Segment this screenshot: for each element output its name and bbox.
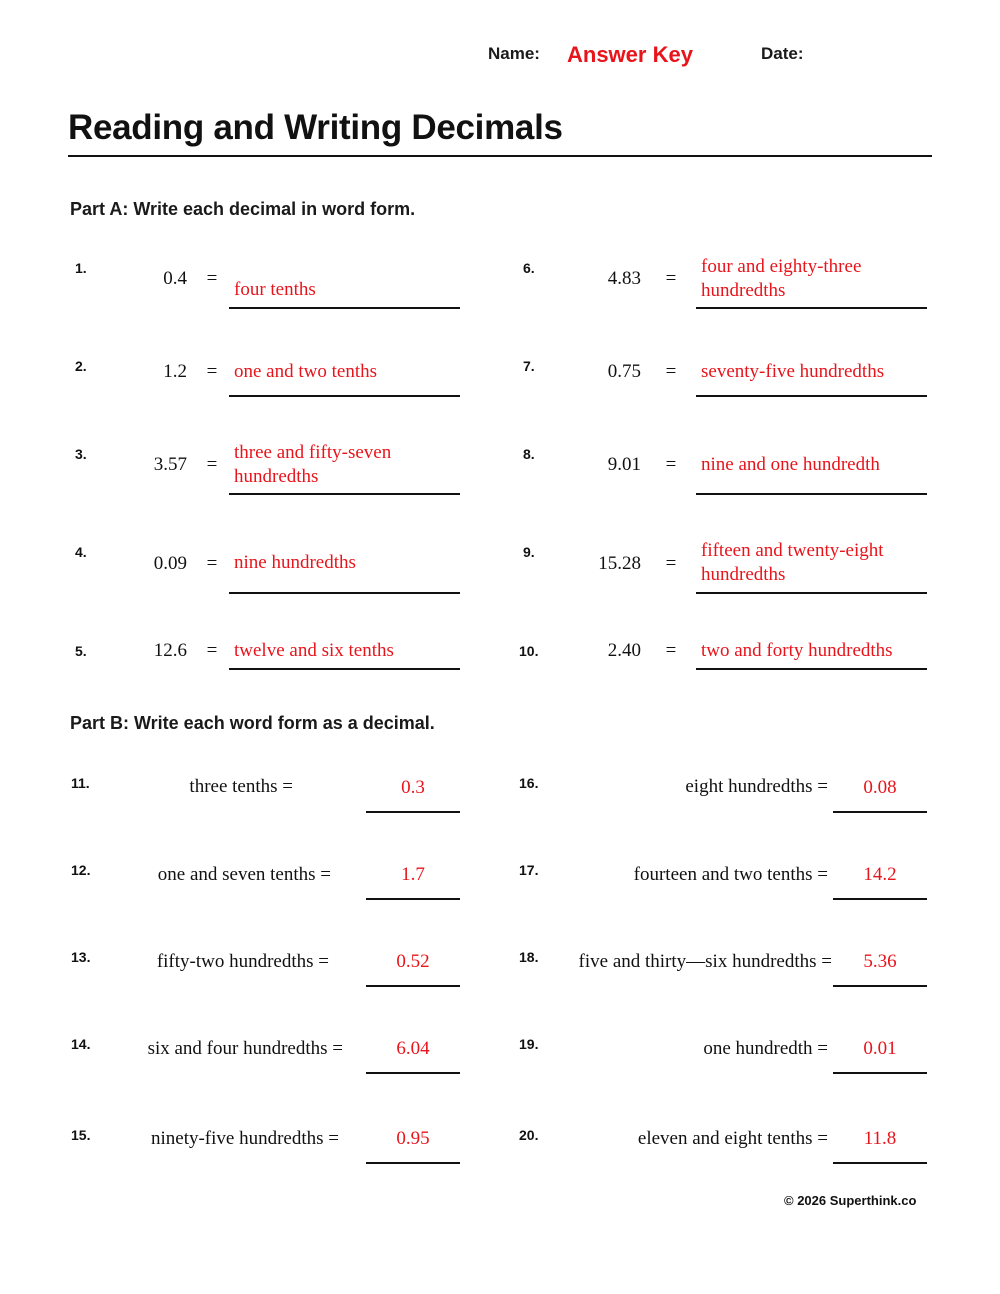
decimal-value: 0.75 xyxy=(607,361,641,382)
decimal-answer: 0.3 xyxy=(401,777,425,798)
decimal-value: 1.2 xyxy=(163,361,187,382)
date-label: Date: xyxy=(761,44,804,63)
item-number: 20. xyxy=(519,1127,539,1143)
answer-line: hundredths xyxy=(701,564,786,585)
answer-blank xyxy=(833,811,927,813)
word-form-prompt: three tenths = xyxy=(189,776,293,797)
answer-line: three and fifty-seven xyxy=(234,442,392,463)
word-form-prompt: one hundredth = xyxy=(703,1038,828,1059)
decimal-value: 3.57 xyxy=(153,454,187,475)
answer-blank xyxy=(229,307,460,309)
answer-blank xyxy=(833,1162,927,1164)
decimal-value: 2.40 xyxy=(607,640,641,661)
answer-blank xyxy=(229,592,460,594)
answer-line: nine hundredths xyxy=(234,552,356,573)
word-form-prompt: eleven and eight tenths = xyxy=(637,1128,828,1149)
title-divider xyxy=(68,155,932,157)
answer-blank xyxy=(833,1072,927,1074)
equals-sign: = xyxy=(665,640,677,661)
decimal-answer: 6.04 xyxy=(396,1038,430,1059)
decimal-answer: 1.7 xyxy=(401,864,425,885)
decimal-answer: 5.36 xyxy=(863,951,897,972)
answer-blank xyxy=(229,668,460,670)
equals-sign: = xyxy=(665,553,677,574)
answer-line: hundredths xyxy=(234,466,319,487)
item-number: 16. xyxy=(519,775,539,791)
decimal-value: 4.83 xyxy=(607,268,641,289)
answer-blank xyxy=(696,493,927,495)
answer-blank xyxy=(696,307,927,309)
equals-sign: = xyxy=(206,553,218,574)
item-number: 2. xyxy=(75,358,87,374)
decimal-value: 0.4 xyxy=(163,268,187,289)
equals-sign: = xyxy=(206,454,218,475)
answer-blank xyxy=(366,985,460,987)
decimal-value: 12.6 xyxy=(153,640,187,661)
item-number: 12. xyxy=(71,862,91,878)
answer-line: hundredths xyxy=(701,280,786,301)
answer-line: twelve and six tenths xyxy=(234,640,394,661)
equals-sign: = xyxy=(665,268,677,289)
word-form-prompt: five and thirty—six hundredths = xyxy=(578,951,832,972)
item-number: 10. xyxy=(519,643,539,659)
name-value: Answer Key xyxy=(567,42,693,67)
answer-blank xyxy=(366,1162,460,1164)
item-number: 15. xyxy=(71,1127,91,1143)
answer-blank xyxy=(229,395,460,397)
word-form-prompt: fourteen and two tenths = xyxy=(633,864,828,885)
answer-blank xyxy=(696,592,927,594)
decimal-value: 15.28 xyxy=(598,553,641,574)
item-number: 4. xyxy=(75,544,87,560)
answer-line: fifteen and twenty-eight xyxy=(701,540,884,561)
item-number: 19. xyxy=(519,1036,539,1052)
answer-blank xyxy=(366,898,460,900)
answer-blank xyxy=(696,395,927,397)
answer-blank xyxy=(696,668,927,670)
word-form-prompt: eight hundredths = xyxy=(685,776,828,797)
item-number: 14. xyxy=(71,1036,91,1052)
item-number: 17. xyxy=(519,862,539,878)
decimal-answer: 0.95 xyxy=(396,1128,430,1149)
answer-blank xyxy=(833,985,927,987)
name-label: Name: xyxy=(488,44,540,63)
answer-line: two and forty hundredths xyxy=(701,640,893,661)
item-number: 11. xyxy=(71,775,90,791)
decimal-value: 9.01 xyxy=(607,454,641,475)
equals-sign: = xyxy=(206,361,218,382)
decimal-answer: 0.52 xyxy=(396,951,430,972)
part-a-heading: Part A: Write each decimal in word form. xyxy=(70,199,416,219)
page-title: Reading and Writing Decimals xyxy=(68,108,563,147)
equals-sign: = xyxy=(206,640,218,661)
decimal-answer: 11.8 xyxy=(863,1128,897,1149)
decimal-value: 0.09 xyxy=(153,553,187,574)
item-number: 9. xyxy=(523,544,535,560)
answer-line: one and two tenths xyxy=(234,361,378,382)
decimal-answer: 0.01 xyxy=(863,1038,897,1059)
answer-blank xyxy=(366,811,460,813)
word-form-prompt: ninety-five hundredths = xyxy=(150,1128,339,1149)
item-number: 13. xyxy=(71,949,91,965)
equals-sign: = xyxy=(665,361,677,382)
item-number: 5. xyxy=(75,643,87,659)
word-form-prompt: one and seven tenths = xyxy=(157,864,331,885)
answer-blank xyxy=(229,493,460,495)
answer-line: four tenths xyxy=(234,279,316,300)
answer-line: seventy-five hundredths xyxy=(701,361,885,382)
decimal-answer: 14.2 xyxy=(863,864,897,885)
part-b-heading: Part B: Write each word form as a decimal. xyxy=(70,713,435,733)
answer-blank xyxy=(833,898,927,900)
item-number: 6. xyxy=(523,260,535,276)
answer-blank xyxy=(366,1072,460,1074)
item-number: 1. xyxy=(75,260,87,276)
item-number: 7. xyxy=(523,358,535,374)
word-form-prompt: six and four hundredths = xyxy=(147,1038,343,1059)
word-form-prompt: fifty-two hundredths = xyxy=(156,951,329,972)
copyright-footer: © 2026 Superthink.co xyxy=(784,1193,917,1208)
equals-sign: = xyxy=(206,268,218,289)
item-number: 8. xyxy=(523,446,535,462)
decimal-answer: 0.08 xyxy=(863,777,897,798)
equals-sign: = xyxy=(665,454,677,475)
item-number: 18. xyxy=(519,949,539,965)
item-number: 3. xyxy=(75,446,87,462)
answer-line: four and eighty-three xyxy=(701,256,862,277)
answer-line: nine and one hundredth xyxy=(701,454,880,475)
